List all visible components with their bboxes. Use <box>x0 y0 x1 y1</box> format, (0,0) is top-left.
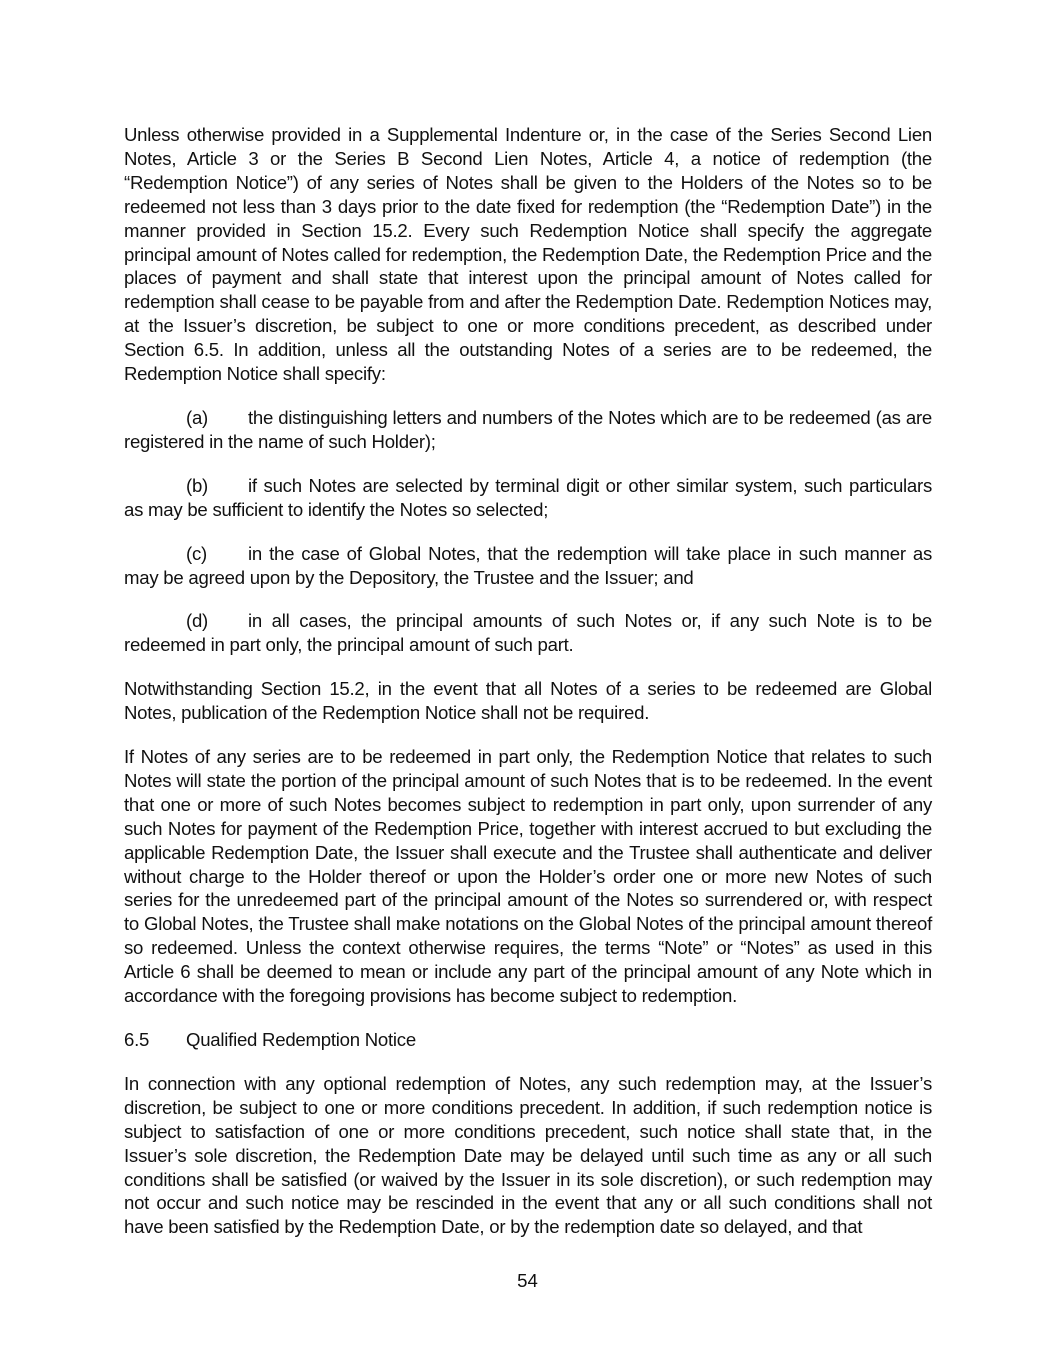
item-text: if such Notes are selected by terminal digit or other similar system, such particulars as may be sufficient to identify the Notes so selected; <box>124 474 932 520</box>
item-text: in all cases, the principal amounts of such Notes or, if any such Note is to be redeemed in part only, the principal amount of such part. <box>124 610 932 656</box>
document-page <box>124 123 932 1259</box>
global-notes-paragraph: Notwithstanding Section 15.2, in the event that all Notes of a series to be redeemed are Global Notes, publication of the Redemption Notice shall not be required. <box>124 678 932 724</box>
item-label: (a) <box>186 406 208 428</box>
list-item-c <box>124 542 932 590</box>
section-heading <box>124 1028 932 1052</box>
redemption-notice-paragraph: Unless otherwise provided in a Supplemental Indenture or, in the case of the Series Second Lien Notes, Article 3 or the Series B Second Lien Notes, Article 4, a notice of redemption (the “Redemption Notice”) of any series of Notes shall be given to the Holders of the Notes so to be redeemed not less than 3 days prior to the date fixed for redemption (the “Redemption Date”) in the manner provided in Section 15.2. Every such Redemption Notice shall specify the aggregate principal amount of Notes called for redemption, the Redemption Date, the Redemption Price and the places of payment and shall state that interest upon the principal amount of Notes called for redemption shall cease to be payable from and after the Redemption Date. Redemption Notices may, at the Issuer’s discretion, be subject to one or more conditions precedent, as described under Section 6.5. In addition, unless all the outstanding Notes of a series are to be redeemed, the Redemption Notice shall specify: <box>124 124 932 385</box>
section-title: Qualified Redemption Notice <box>186 1029 416 1050</box>
item-text: the distinguishing letters and numbers of the Notes which are to be redeemed (as are registered in the name of such Holder); <box>124 406 932 452</box>
section-number: 6.5 <box>124 1029 150 1050</box>
qualified-redemption-paragraph: In connection with any optional redemption of Notes, any such redemption may, at the Issuer’s discretion, be subject to one or more conditions precedent. In addition, if such redemption notice is subject to satisfaction of one or more conditions precedent, such notice shall state that, in the Issuer’s sole discretion, the Redemption Date may be delayed until such time as any or all such conditions shall be satisfied (or waived by the Issuer in its sole discretion), or such redemption may not occur and such notice may be rescinded in the event that any or all such conditions shall not have been satisfied by the Redemption Date, or by the redemption date so delayed, and that <box>124 1072 932 1238</box>
item-label: (b) <box>186 474 208 496</box>
list-item-d <box>124 609 932 657</box>
partial-redemption-paragraph: If Notes of any series are to be redeemed in part only, the Redemption Notice that relates to such Notes will state the portion of the principal amount of such Notes that is to be redeemed. In the event that one or more of such Notes becomes subject to redemption in part only, upon surrender of any such Notes for payment of the Redemption Price, together with interest accrued to but excluding the applicable Redemption Date, the Issuer shall execute and the Trustee shall authenticate and deliver without charge to the Holder thereof or upon the Holder’s order one or more new Notes of such series for the unredeemed part of the principal amount of the Notes so surrendered or, with respect to Global Notes, the Trustee shall make notations on the Global Notes of the principal amount thereof so redeemed. Unless the context otherwise requires, the terms “Note” or “Notes” as used in this Article 6 shall be deemed to mean or include any part of the principal amount of any Note which in accordance with the foregoing provisions has become subject to redemption. <box>124 746 932 1007</box>
page-number: 54 <box>517 1270 538 1291</box>
list-item-a <box>124 406 932 454</box>
item-text: in the case of Global Notes, that the redemption will take place in such manner as may be agreed upon by the Depository, the Trustee and the Issuer; and <box>124 542 932 588</box>
item-label: (c) <box>186 542 207 564</box>
list-item-b <box>124 474 932 522</box>
item-label: (d) <box>186 610 208 632</box>
